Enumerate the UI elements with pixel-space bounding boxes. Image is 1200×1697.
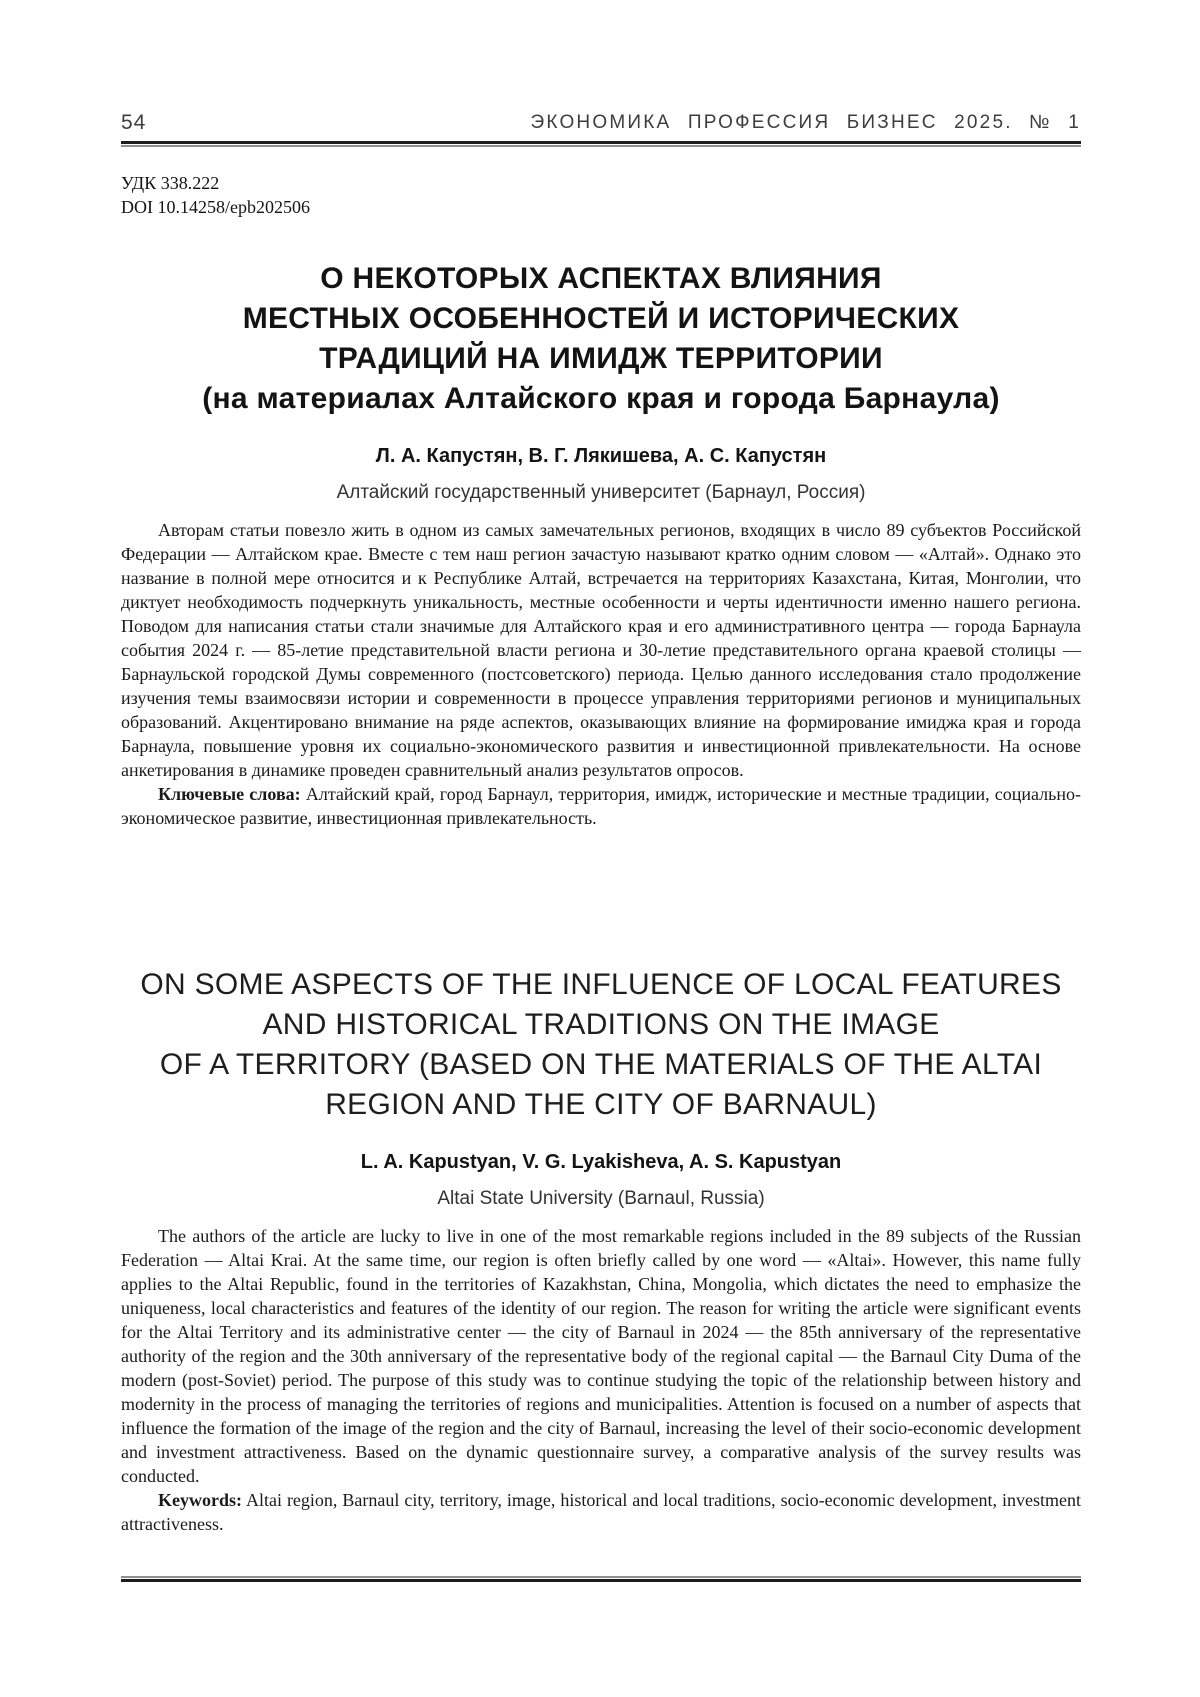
keywords-label-en: Keywords: (158, 1490, 242, 1510)
section-russian (121, 171, 1081, 965)
affiliation-ru: Алтайский государственный университет (Барнаул, Россия) (336, 482, 866, 503)
udc-code: УДК 338.222 (121, 173, 220, 193)
running-head (121, 0, 1081, 134)
keywords-text-en: Altai region, Barnaul city, territory, image, historical and local traditions, socio-economic development, investment attractiveness. (121, 1490, 1081, 1534)
title-line: OF A TERRITORY (BASED ON THE MATERIALS OF THE ALTAI (159, 1048, 1043, 1081)
authors-ru: Л. А. Капустян, В. Г. Лякишева, А. С. Капустян (375, 445, 827, 467)
article-title-en (121, 965, 1081, 1125)
keywords-text-ru: Алтайский край, город Барнаул, территория, имидж, исторические и местные традиции, социально-экономическое развитие, инвестиционная привлекательность. (121, 784, 1081, 828)
article-meta (121, 171, 1081, 219)
affiliation-en: Altai State University (Barnaul, Russia) (437, 1188, 765, 1209)
keywords-ru (121, 782, 1081, 830)
abstract-en: The authors of the article are lucky to live in one of the most remarkable regions included in the 89 subjects of the Russian Federation — Altai Krai. At the same time, our region is often briefly called by one word — «Altai». However, this name fully applies to the Altai Republic, found in the territories of Kazakhstan, China, Mongolia, which dictates the need to emphasize the uniqueness, local characteristics and features of the identity of our region. The reason for writing the article were significant events for the Altai Territory and its administrative center — the city of Barnaul in 2024 — the 85th anniversary of the representative authority of the region and the 30th anniversary of the representative body of the regional capital — the Barnaul City Duma of the modern (post-Soviet) period. The purpose of this study was to continue studying the topic of the relationship between history and modernity in the process of managing the territories of regions and municipalities. Attention is focused on a number of aspects that influence the formation of the image of the region and the city of Barnaul, increasing the level of their socio-economic development and investment attractiveness. Based on the dynamic questionnaire survey, a comparative analysis of the survey results was conducted. (121, 1226, 1081, 1486)
section-english (121, 965, 1081, 1536)
title-line: (на материалах Алтайского края и города Барнаула) (202, 382, 1000, 415)
title-line: ON SOME ASPECTS OF THE INFLUENCE OF LOCAL FEATURES (140, 968, 1062, 1001)
footer-rule (121, 1576, 1081, 1582)
header-rule (121, 141, 1081, 147)
page-content (121, 0, 1081, 1536)
title-line: REGION AND THE CITY OF BARNAUL) (325, 1088, 877, 1121)
abstract-ru: Авторам статьи повезло жить в одном из самых замечательных регионов, входящих в число 89 субъектов Российской Федерации — Алтайском крае. Вместе с тем наш регион зачастую называют кратко одним словом — «Алтай». Однако это название в полной мере относится и к Республике Алтай, встречается на территориях Казахстана, Китая, Монголии, что диктует необходимость подчеркнуть уникальность, местные особенности и черты идентичности именно нашего региона. Поводом для написания статьи стали значимые для Алтайского края и его административного центра — города Барнаула события 2024 г. — 85-летие представительной власти региона и 30-летие представительного органа краевой столицы — Барнаульской городской Думы современного (постсоветского) периода. Целью данного исследования стало продолжение изучения темы взаимосвязи истории и современности в процессе управления территориями регионов и муниципальных образований. Акцентировано внимание на ряде аспектов, оказывающих влияние на формирование имиджа края и города Барнаула, повышение уровня их социально-экономического развития и инвестиционной привлекательности. На основе анкетирования в динамике проведен сравнительный анализ результатов опросов. (121, 520, 1081, 780)
keywords-en (121, 1488, 1081, 1536)
journal-running-title: ЭКОНОМИКА ПРОФЕССИЯ БИЗНЕС 2025. № 1 (530, 112, 1081, 133)
title-line: AND HISTORICAL TRADITIONS ON THE IMAGE (262, 1008, 940, 1041)
article-title-ru (121, 259, 1081, 419)
title-line: ТРАДИЦИЙ НА ИМИДЖ ТЕРРИТОРИИ (319, 342, 883, 375)
doi-code: DOI 10.14258/epb202506 (121, 197, 310, 217)
title-line: МЕСТНЫХ ОСОБЕННОСТЕЙ И ИСТОРИЧЕСКИХ (242, 302, 960, 335)
title-line: О НЕКОТОРЫХ АСПЕКТАХ ВЛИЯНИЯ (320, 262, 882, 295)
authors-en: L. A. Kapustyan, V. G. Lyakisheva, A. S. Kapustyan (360, 1151, 842, 1173)
keywords-label-ru: Ключевые слова: (158, 784, 301, 804)
page-number: 54 (121, 111, 147, 134)
